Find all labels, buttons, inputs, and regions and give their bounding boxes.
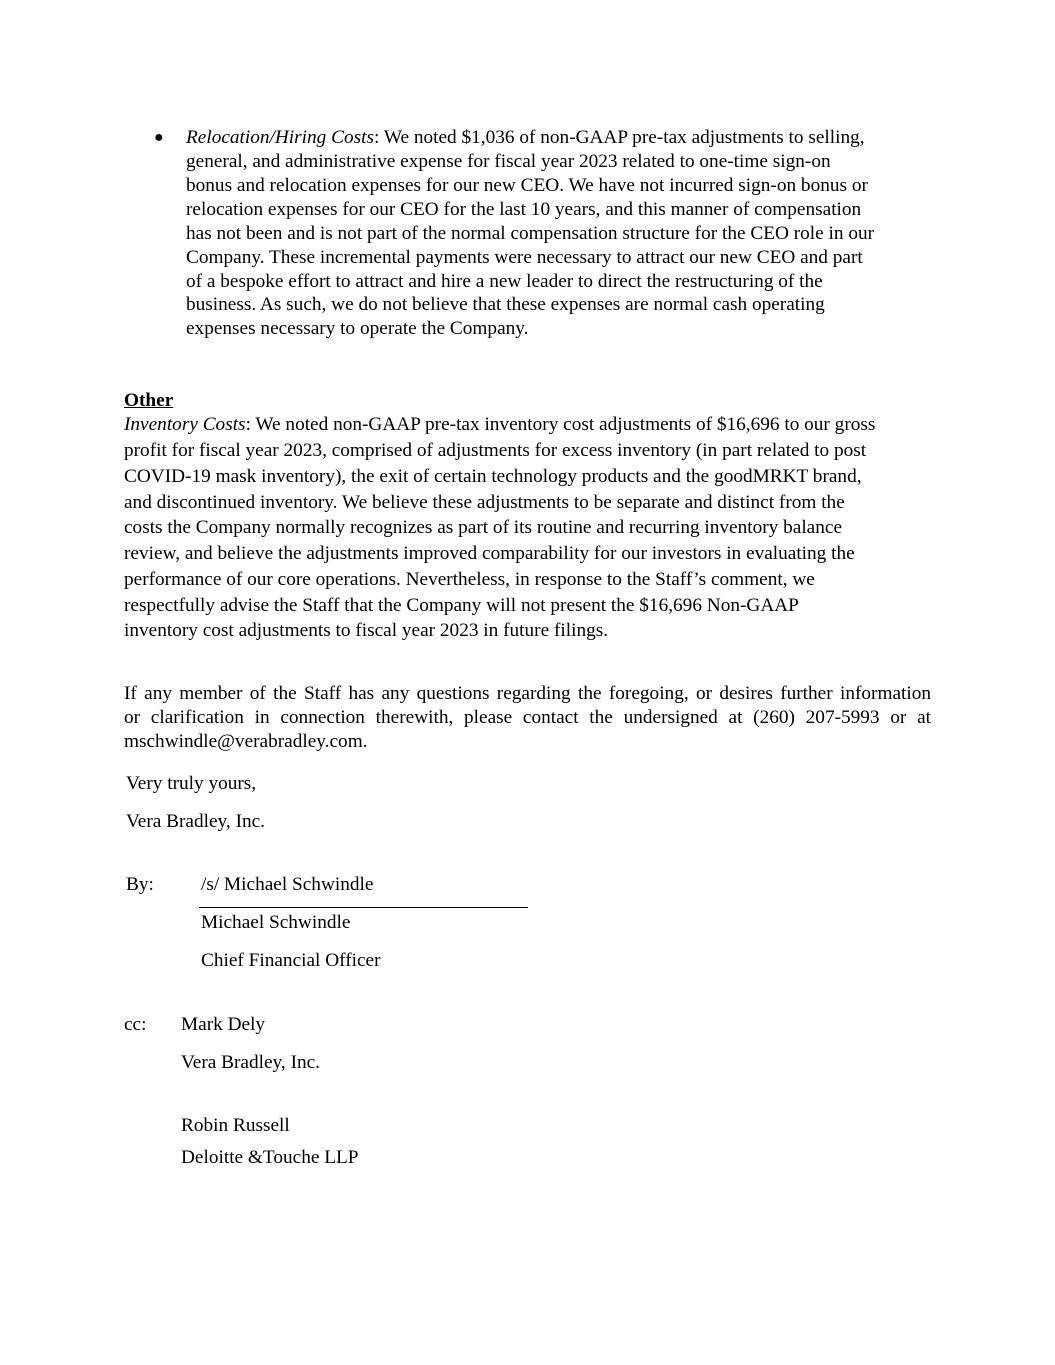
contact-line: or clarification in connection therewith, please contact the undersigned at (260) 207-5993 or at [124,707,931,728]
signer-name: Michael Schwindle [201,912,351,933]
paragraph-line: and discontinued inventory. We believe these adjustments to be separate and distinct from the [124,491,845,513]
salutation: Very truly yours, [126,773,257,794]
paragraph-line: respectfully advise the Staff that the Company will not present the $16,696 Non-GAAP [124,594,799,616]
other-heading [124,390,173,412]
paragraph-line: review, and believe the adjustments improved comparability for our investors in evaluating the [124,543,855,564]
paragraph-line: has not been and is not part of the normal compensation structure for the CEO role in our [186,222,875,244]
paragraph-line: performance of our core operations. Nevertheless, in response to the Staff’s comment, we [124,568,815,590]
cc-label: cc: [124,1014,147,1035]
paragraph-line: relocation expenses for our CEO for the last 10 years, and this manner of compensation [186,198,862,220]
paragraph-line: business. As such, we do not believe that these expenses are normal cash operating [186,294,825,316]
contact-line: If any member of the Staff has any questions regarding the foregoing, or desires further information [124,683,931,704]
paragraph-line: expenses necessary to operate the Company. [186,318,529,340]
inventory-term: Inventory Costs [124,414,246,435]
relocation-term: Relocation/Hiring Costs [186,127,374,148]
cc-org: Vera Bradley, Inc. [181,1052,321,1073]
other-heading-text: Other [124,390,174,411]
cc-name: Robin Russell [181,1115,290,1136]
signature: /s/ Michael Schwindle [201,874,374,895]
company-name: Vera Bradley, Inc. [126,811,266,832]
paragraph-line: costs the Company normally recognizes as part of its routine and recurring inventory balance [124,517,843,539]
paragraph-line: of a bespoke effort to attract and hire a new leader to direct the restructuring of the [186,270,823,292]
inventory-text: : We noted non-GAAP pre-tax inventory cost adjustments of $16,696 to our gross [245,414,876,435]
bullet-icon: ● [154,129,164,146]
paragraph-line: bonus and relocation expenses for our new CEO. We have not incurred sign-on bonus or [186,174,868,196]
by-label: By: [126,874,154,895]
contact-line: mschwindle@verabradley.com. [124,731,368,752]
paragraph-line: inventory cost adjustments to fiscal year 2023 in future filings. [124,620,609,642]
signature-line [199,907,528,908]
cc-org: Deloitte &Touche LLP [181,1147,359,1168]
relocation-first-line [186,127,865,149]
cc-name: Mark Dely [181,1014,266,1035]
paragraph-line: Company. These incremental payments were necessary to attract our new CEO and part [186,246,863,268]
paragraph-line: general, and administrative expense for fiscal year 2023 related to one-time sign-on [186,151,831,172]
inventory-first-line [124,414,875,436]
signer-title: Chief Financial Officer [201,950,381,971]
paragraph-line: profit for fiscal year 2023, comprised of adjustments for excess inventory (in part related to post [124,440,867,461]
relocation-text: : We noted $1,036 of non-GAAP pre-tax adjustments to selling, [374,127,865,148]
paragraph-line: COVID-19 mask inventory), the exit of certain technology products and the goodMRKT brand, [124,465,862,487]
